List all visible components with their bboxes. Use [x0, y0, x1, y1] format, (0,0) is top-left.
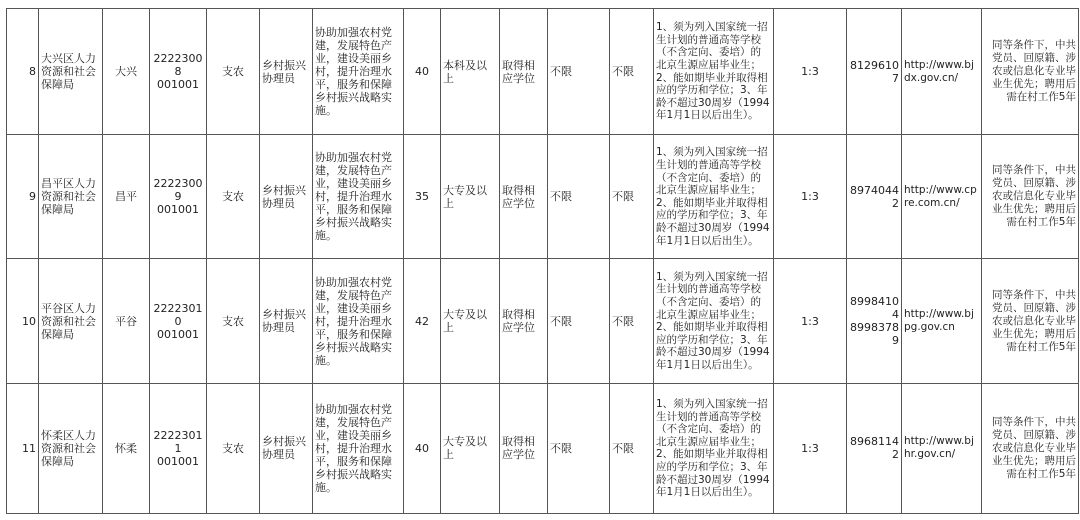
education-requirement: 大专及以上	[441, 383, 500, 513]
department: 怀柔区人力资源和社会保障局	[39, 383, 103, 513]
job-duties: 协助加强农村党建，发展特色产业，建设美丽乡村，提升治理水平，服务和保障乡村振兴战略实施。	[313, 259, 404, 383]
other-conditions: 1、须为列入国家统一招生计划的普通高等学校（不含定向、委培）的北京生源应届毕业生；2、能如期毕业并取得相应的学历和学位；3、年龄不超过30周岁（1994年1月1日以后出生）。	[654, 9, 774, 135]
contact-phone: 89984104 89983789	[850, 295, 899, 348]
table-row	[7, 9, 1079, 135]
contact-phone: 81296107	[850, 58, 899, 85]
interview-ratio: 1:3	[774, 135, 847, 259]
website-link[interactable]: http://www.bjdx.gov.cn/	[902, 9, 982, 135]
remarks: 同等条件下，中共党员、回原籍、涉农或信息化专业毕业生优先；聘用后需在村工作5年	[982, 259, 1079, 383]
major-requirement: 不限	[548, 383, 610, 513]
remarks: 同等条件下，中共党员、回原籍、涉农或信息化专业毕业生优先；聘用后需在村工作5年	[982, 9, 1079, 135]
degree-requirement: 取得相应学位	[500, 9, 548, 135]
job-duties: 协助加强农村党建，发展特色产业，建设美丽乡村，提升治理水平，服务和保障乡村振兴战略实施。	[313, 383, 404, 513]
contact-phone: 89681142	[850, 435, 899, 462]
table-row	[7, 135, 1079, 259]
service-type: 支农	[207, 9, 260, 135]
hiring-count: 35	[404, 135, 441, 259]
position-code: 22223011 001001	[153, 428, 203, 468]
contact-phone: 89740442	[850, 183, 899, 210]
politics-requirement: 不限	[610, 259, 654, 383]
service-type: 支农	[207, 135, 260, 259]
district: 怀柔	[103, 383, 150, 513]
position-name: 乡村振兴协理员	[260, 9, 313, 135]
remarks: 同等条件下，中共党员、回原籍、涉农或信息化专业毕业生优先；聘用后需在村工作5年	[982, 135, 1079, 259]
degree-requirement: 取得相应学位	[500, 383, 548, 513]
position-code: 22223009 001001	[153, 177, 203, 217]
interview-ratio: 1:3	[774, 9, 847, 135]
department: 平谷区人力资源和社会保障局	[39, 259, 103, 383]
website-link[interactable]: http://www.bjhr.gov.cn/	[902, 383, 982, 513]
other-conditions: 1、须为列入国家统一招生计划的普通高等学校（不含定向、委培）的北京生源应届毕业生；2、能如期毕业并取得相应的学历和学位；3、年龄不超过30周岁（1994年1月1日以后出生）。	[654, 383, 774, 513]
hiring-count: 40	[404, 383, 441, 513]
position-name: 乡村振兴协理员	[260, 259, 313, 383]
interview-ratio: 1:3	[774, 383, 847, 513]
education-requirement: 大专及以上	[441, 135, 500, 259]
major-requirement: 不限	[548, 259, 610, 383]
service-type: 支农	[207, 383, 260, 513]
politics-requirement: 不限	[610, 9, 654, 135]
position-code: 22223008 001001	[153, 52, 203, 92]
interview-ratio: 1:3	[774, 259, 847, 383]
job-duties: 协助加强农村党建，发展特色产业，建设美丽乡村，提升治理水平，服务和保障乡村振兴战略实施。	[313, 9, 404, 135]
recruitment-table	[6, 8, 1079, 514]
education-requirement: 大专及以上	[441, 259, 500, 383]
table-row	[7, 259, 1079, 383]
row-number: 9	[7, 135, 39, 259]
row-number: 11	[7, 383, 39, 513]
website-link[interactable]: http://www.cpre.com.cn/	[902, 135, 982, 259]
position-code: 22223010 001001	[153, 301, 203, 341]
department: 昌平区人力资源和社会保障局	[39, 135, 103, 259]
hiring-count: 42	[404, 259, 441, 383]
department: 大兴区人力资源和社会保障局	[39, 9, 103, 135]
remarks: 同等条件下，中共党员、回原籍、涉农或信息化专业毕业生优先；聘用后需在村工作5年	[982, 383, 1079, 513]
position-name: 乡村振兴协理员	[260, 135, 313, 259]
other-conditions: 1、须为列入国家统一招生计划的普通高等学校（不含定向、委培）的北京生源应届毕业生；2、能如期毕业并取得相应的学历和学位；3、年龄不超过30周岁（1994年1月1日以后出生）。	[654, 135, 774, 259]
district: 昌平	[103, 135, 150, 259]
table-row	[7, 383, 1079, 513]
education-requirement: 本科及以上	[441, 9, 500, 135]
job-duties: 协助加强农村党建，发展特色产业，建设美丽乡村，提升治理水平，服务和保障乡村振兴战略实施。	[313, 135, 404, 259]
politics-requirement: 不限	[610, 383, 654, 513]
district: 平谷	[103, 259, 150, 383]
hiring-count: 40	[404, 9, 441, 135]
row-number: 10	[7, 259, 39, 383]
service-type: 支农	[207, 259, 260, 383]
major-requirement: 不限	[548, 135, 610, 259]
politics-requirement: 不限	[610, 135, 654, 259]
website-link[interactable]: http://www.bjpg.gov.cn	[902, 259, 982, 383]
district: 大兴	[103, 9, 150, 135]
degree-requirement: 取得相应学位	[500, 259, 548, 383]
degree-requirement: 取得相应学位	[500, 135, 548, 259]
row-number: 8	[7, 9, 39, 135]
position-name: 乡村振兴协理员	[260, 383, 313, 513]
major-requirement: 不限	[548, 9, 610, 135]
other-conditions: 1、须为列入国家统一招生计划的普通高等学校（不含定向、委培）的北京生源应届毕业生；2、能如期毕业并取得相应的学历和学位；3、年龄不超过30周岁（1994年1月1日以后出生）。	[654, 259, 774, 383]
